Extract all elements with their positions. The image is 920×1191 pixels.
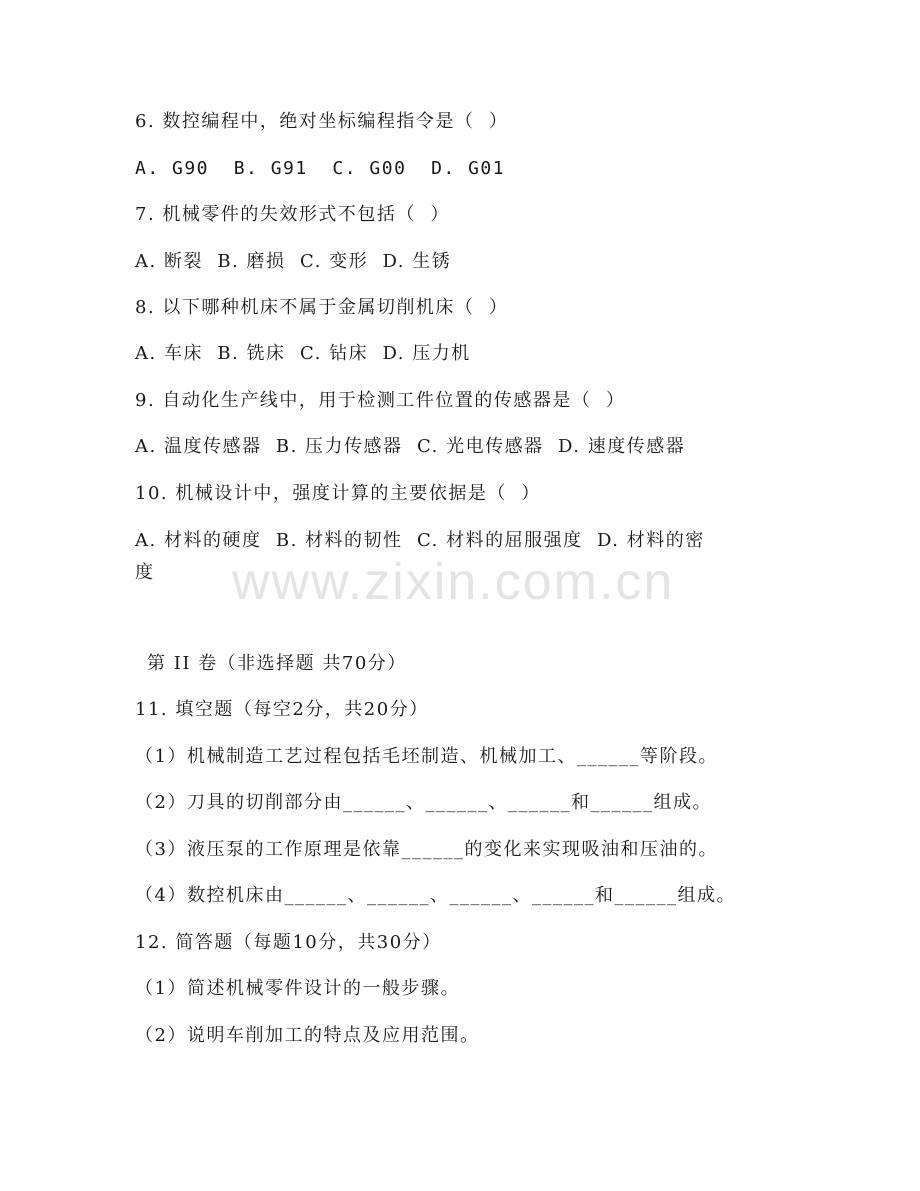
- question-9-options: A. 温度传感器 B. 压力传感器 C. 光电传感器 D. 速度传感器: [135, 436, 686, 457]
- watermark: www.zixin.com.cn: [232, 553, 675, 611]
- question-9-stem: 9. 自动化生产线中，用于检测工件位置的传感器是（ ）: [135, 390, 626, 411]
- fill-blank-item-4: （4）数控机床由______、______、______、______和______组成。: [135, 885, 736, 906]
- section-heading: 第 II 卷（非选择题 共70分）: [147, 653, 407, 674]
- fill-blank-item-3: （3）液压泵的工作原理是依靠______的变化来实现吸油和压油的。: [135, 839, 718, 860]
- fill-blank-item-2: （2）刀具的切削部分由______、______、______和______组成。: [135, 792, 712, 813]
- question-7-options: A. 断裂 B. 磨损 C. 变形 D. 生锈: [135, 251, 452, 272]
- question-8-options: A. 车床 B. 铣床 C. 钻床 D. 压力机: [135, 343, 471, 364]
- question-7-stem: 7. 机械零件的失效形式不包括（ ）: [135, 204, 450, 225]
- short-answer-title: 12. 简答题（每题10分，共30分）: [135, 932, 442, 953]
- question-10-options: A. 材料的硬度 B. 材料的韧性 C. 材料的屈服强度 D. 材料的密: [135, 530, 705, 551]
- question-6-stem: 6. 数控编程中，绝对坐标编程指令是（ ）: [135, 111, 509, 132]
- question-10-stem: 10. 机械设计中，强度计算的主要依据是（ ）: [135, 483, 541, 504]
- short-answer-item-2: （2）说明车削加工的特点及应用范围。: [135, 1025, 480, 1046]
- question-10-options-continued: 度: [135, 562, 155, 583]
- question-8-stem: 8. 以下哪种机床不属于金属切削机床（ ）: [135, 297, 509, 318]
- fill-blank-title: 11. 填空题（每空2分，共20分）: [135, 699, 429, 720]
- question-6-options: A. G90 B. G91 C. G00 D. G01: [135, 158, 506, 179]
- short-answer-item-1: （1）简述机械零件设计的一般步骤。: [135, 978, 460, 999]
- fill-blank-item-1: （1）机械制造工艺过程包括毛坯制造、机械加工、______等阶段。: [135, 746, 718, 767]
